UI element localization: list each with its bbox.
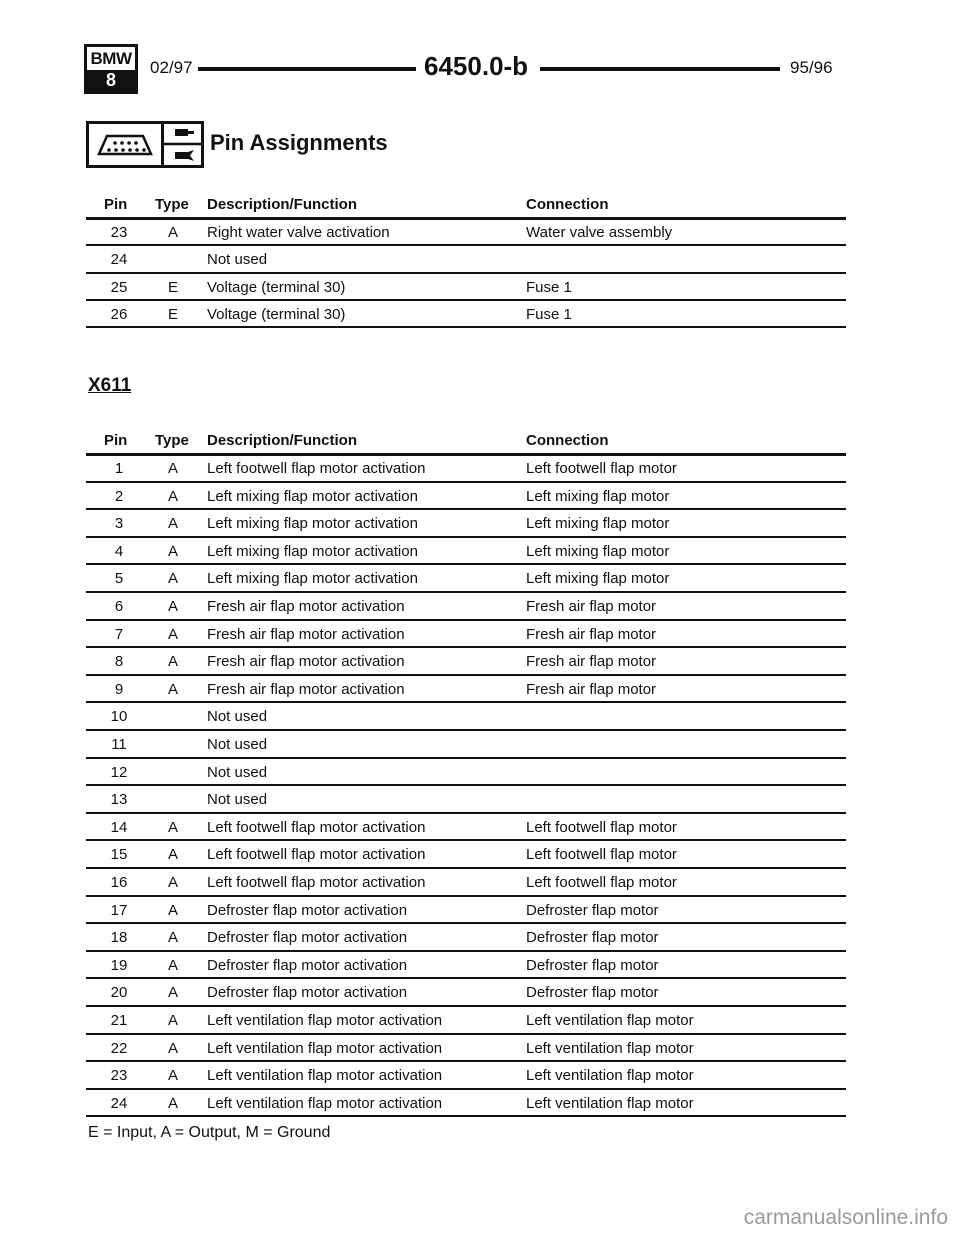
description-cell: Left footwell flap motor activation [207,874,426,891]
type-cell: A [167,653,178,671]
col-header-description: Description/Function [207,432,357,449]
watermark: carmanualsonline.info [743,1206,948,1229]
description-cell: Not used [207,791,268,809]
pin-in-out-icon [161,121,204,168]
row-rule [86,508,846,510]
header-rule-left [198,67,416,71]
pin-cell: 14 [110,818,128,836]
row-rule [86,646,846,648]
pin-cell: 15 [110,846,128,864]
connection-cell: Defroster flap motor [526,984,659,1002]
type-cell: A [167,515,178,533]
pin-cell: 8 [114,653,124,671]
connection-cell: Defroster flap motor [526,901,659,919]
pin-cell: 25 [110,278,128,296]
connection-cell: Left footwell flap motor [526,818,677,836]
type-cell: A [167,680,178,698]
pin-cell: 18 [110,929,128,947]
row-rule [86,272,846,274]
connection-cell: Defroster flap motor [526,956,659,974]
type-cell: A [167,1094,178,1112]
type-cell: A [167,984,178,1002]
pin-cell: 24 [110,1094,128,1112]
connection-cell: Left ventilation flap motor [526,1039,694,1057]
description-cell: Not used [207,708,268,726]
col-header-description: Description/Function [207,196,357,213]
pin-cell: 13 [110,791,128,809]
type-legend: E = Input, A = Output, M = Ground [88,1124,331,1141]
connection-cell: Fresh air flap motor [526,625,657,643]
type-cell: A [167,818,178,836]
row-rule [86,701,846,703]
description-cell: Not used [207,763,268,781]
connection-cell: Water valve assembly [526,224,673,241]
type-cell: A [167,874,178,891]
type-cell: A [167,956,178,974]
col-header-pin: Pin [104,432,128,449]
pin-cell: 5 [114,570,124,588]
pin-cell: 20 [110,984,128,1002]
row-rule [86,922,846,924]
pin-cell: 3 [114,515,124,533]
row-rule [86,729,846,731]
connection-cell: Defroster flap motor [526,929,659,947]
connector-plug-icon [86,121,164,168]
description-cell: Right water valve activation [207,224,390,241]
row-rule [86,977,846,979]
type-cell: A [167,570,178,588]
connection-cell: Left footwell flap motor [526,460,677,477]
row-rule [86,1088,846,1090]
row-rule [86,619,846,621]
description-cell: Defroster flap motor activation [207,901,408,919]
row-rule [86,1115,846,1117]
connection-cell: Left footwell flap motor [526,874,677,891]
connection-cell: Left mixing flap motor [526,515,670,533]
pin-cell: 19 [110,956,128,974]
pin-cell: 11 [111,736,127,753]
row-rule [86,757,846,759]
description-cell: Not used [207,736,268,753]
row-rule [86,812,846,814]
row-rule [86,563,846,565]
logo-model-number: 8 [87,70,135,91]
pin-cell: 6 [114,598,124,615]
type-cell: A [167,460,178,477]
row-rule [86,867,846,869]
pin-cell: 9 [114,680,124,698]
connection-cell: Left mixing flap motor [526,542,670,560]
description-cell: Left mixing flap motor activation [207,515,418,533]
connection-cell: Left mixing flap motor [526,570,670,588]
description-cell: Voltage (terminal 30) [207,305,346,323]
type-cell: A [167,487,178,505]
document-number: 6450.0-b [424,51,529,81]
col-header-type: Type [155,432,189,449]
description-cell: Not used [207,251,268,269]
type-cell: A [167,901,178,919]
row-rule [86,244,846,246]
table2-header-rule [86,453,846,456]
description-cell: Left ventilation flap motor activation [207,1039,443,1057]
header-rule-right [540,67,780,71]
connection-cell: Left footwell flap motor [526,846,677,864]
row-rule [86,591,846,593]
row-rule [86,950,846,952]
pin-cell: 26 [110,305,128,323]
type-cell: A [167,224,178,241]
header-date: 02/97 [150,58,193,77]
type-cell: A [167,846,178,864]
description-cell: Defroster flap motor activation [207,956,408,974]
logo-text: BMW [90,49,132,68]
description-cell: Left mixing flap motor activation [207,542,418,560]
pin-cell: 23 [110,1067,128,1085]
type-cell: A [167,542,178,560]
description-cell: Left mixing flap motor activation [207,570,418,588]
description-cell: Defroster flap motor activation [207,984,408,1002]
bmw-logo [84,44,138,94]
row-rule [86,299,846,301]
row-rule [86,674,846,676]
description-cell: Fresh air flap motor activation [207,653,405,671]
description-cell: Fresh air flap motor activation [207,625,405,643]
description-cell: Left footwell flap motor activation [207,846,426,864]
row-rule [86,784,846,786]
pin-cell: 7 [114,625,124,643]
description-cell: Left footwell flap motor activation [207,460,426,477]
row-rule [86,1033,846,1035]
type-cell: E [167,305,178,323]
pin-cell: 22 [110,1039,128,1057]
description-cell: Fresh air flap motor activation [207,598,405,615]
connection-cell: Fresh air flap motor [526,653,657,671]
pin-cell: 16 [110,874,128,891]
type-cell: A [167,1012,178,1029]
row-rule [86,1005,846,1007]
description-cell: Left ventilation flap motor activation [207,1067,443,1085]
connection-cell: Left mixing flap motor [526,487,670,505]
type-cell: A [167,625,178,643]
connection-cell: Left ventilation flap motor [526,1012,694,1029]
row-rule [86,839,846,841]
row-rule [86,895,846,897]
pin-cell: 2 [114,487,124,505]
connection-cell: Left ventilation flap motor [526,1067,694,1085]
type-cell: A [167,1067,178,1085]
row-rule [86,481,846,483]
pin-cell: 21 [110,1012,128,1029]
col-header-pin: Pin [104,196,128,213]
pin-cell: 17 [110,901,128,919]
description-cell: Left footwell flap motor activation [207,818,426,836]
connection-cell: Fuse 1 [526,305,572,323]
row-rule [86,326,846,328]
description-cell: Left ventilation flap motor activation [207,1012,443,1029]
col-header-connection: Connection [526,196,609,213]
description-cell: Voltage (terminal 30) [207,278,346,296]
pin-cell: 4 [114,542,124,560]
col-header-connection: Connection [526,432,609,449]
table1-header-rule [86,217,846,220]
connection-cell: Fuse 1 [526,278,572,296]
description-cell: Defroster flap motor activation [207,929,408,947]
type-cell: E [167,278,178,296]
connector-label: X611 [88,375,132,396]
connection-cell: Left ventilation flap motor [526,1094,694,1112]
type-cell: A [167,1039,178,1057]
description-cell: Left mixing flap motor activation [207,487,418,505]
row-rule [86,536,846,538]
connection-cell: Fresh air flap motor [526,598,657,615]
description-cell: Fresh air flap motor activation [207,680,405,698]
pin-cell: 24 [110,251,128,269]
pin-cell: 1 [114,460,124,477]
connection-cell: Fresh air flap motor [526,680,657,698]
type-cell: A [167,929,178,947]
header-model-years: 95/96 [790,58,833,77]
pin-cell: 10 [110,708,128,726]
section-title: Pin Assignments [210,130,388,155]
pin-cell: 12 [110,763,128,781]
type-cell: A [167,598,178,615]
row-rule [86,1060,846,1062]
pin-cell: 23 [110,224,128,241]
description-cell: Left ventilation flap motor activation [207,1094,443,1112]
col-header-type: Type [155,196,189,213]
